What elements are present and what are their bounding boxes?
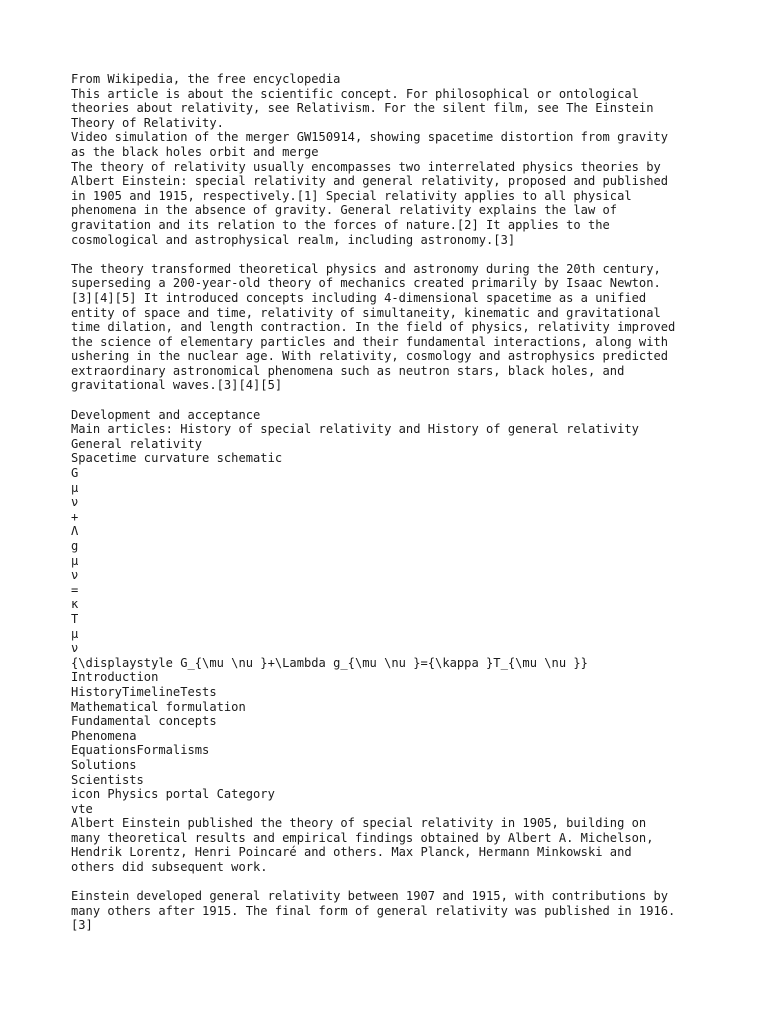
text-line: superseding a 200-year-old theory of mechanics created primarily by Isaac Newton. (71, 276, 661, 291)
text-line: ν (71, 641, 79, 656)
text-line: [3] (71, 918, 93, 933)
text-line: theories about relativity, see Relativism. For the silent film, see The Einstein (71, 101, 654, 116)
text-line: entity of space and time, relativity of simultaneity, kinematic and gravitational (71, 305, 661, 320)
text-line: μ (71, 626, 79, 641)
text-line: EquationsFormalisms (71, 743, 210, 758)
text-line: = (71, 582, 79, 597)
text-line: Mathematical formulation (71, 699, 246, 714)
text-line: cosmological and astrophysical realm, including astronomy.[3] (71, 232, 516, 247)
text-line: HistoryTimelineTests (71, 684, 217, 699)
text-line: Main articles: History of special relativity and History of general relativity (71, 422, 639, 437)
text-line: Hendrik Lorentz, Henri Poincaré and others. Max Planck, Hermann Minkowski and (71, 845, 632, 860)
text-line: G (71, 466, 79, 481)
document-body (71, 72, 711, 933)
text-line: Phenomena (71, 728, 137, 743)
text-line: Solutions (71, 757, 137, 772)
text-line: gravitation and its relation to the forces of nature.[2] It applies to the (71, 217, 610, 232)
blank-line (71, 247, 711, 262)
text-line: Einstein developed general relativity between 1907 and 1915, with contributions by (71, 889, 669, 904)
text-line: The theory transformed theoretical physics and astronomy during the 20th century, (71, 261, 661, 276)
text-line: Scientists (71, 772, 144, 787)
text-line: many theoretical results and empirical findings obtained by Albert A. Michelson, (71, 830, 654, 845)
text-line: time dilation, and length contraction. In the field of physics, relativity improved (71, 320, 676, 335)
text-line: the science of elementary particles and their fundamental interactions, along with (71, 334, 669, 349)
text-line: Video simulation of the merger GW150914, showing spacetime distortion from gravity (71, 130, 669, 145)
text-line: This article is about the scientific concept. For philosophical or ontological (71, 86, 639, 101)
text-line: ushering in the nuclear age. With relativity, cosmology and astrophysics predicted (71, 349, 669, 364)
text-line: extraordinary astronomical phenomena such as neutron stars, black holes, and (71, 363, 625, 378)
text-line: T (71, 611, 79, 626)
text-line: Λ (71, 524, 79, 539)
text-line: many others after 1915. The final form of general relativity was published in 1916. (71, 903, 676, 918)
text-line: Development and acceptance (71, 407, 261, 422)
text-line: + (71, 509, 79, 524)
text-line: Theory of Relativity. (71, 115, 224, 130)
text-line: Albert Einstein: special relativity and general relativity, proposed and published (71, 174, 669, 189)
text-line: as the black holes orbit and merge (71, 144, 319, 159)
text-line: ν (71, 568, 79, 583)
text-line: The theory of relativity usually encompasses two interrelated physics theories by (71, 159, 661, 174)
text-line: From Wikipedia, the free encyclopedia (71, 72, 341, 86)
blank-line (71, 875, 711, 890)
text-line: in 1905 and 1915, respectively.[1] Special relativity applies to all physical (71, 188, 632, 203)
text-line: μ (71, 480, 79, 495)
text-line: General relativity (71, 436, 203, 451)
text-line: [3][4][5] It introduced concepts including 4-dimensional spacetime as a unified (71, 290, 647, 305)
text-line: others did subsequent work. (71, 860, 268, 875)
text-line: κ (71, 597, 79, 612)
text-line: gravitational waves.[3][4][5] (71, 378, 283, 393)
text-line: g (71, 539, 79, 553)
text-line: {\displaystyle G_{\mu \nu }+\Lambda g_{\mu \nu }={\kappa }T_{\mu \nu }} (71, 655, 588, 670)
text-line: Fundamental concepts (71, 714, 217, 729)
text-line: icon Physics portal Category (71, 787, 275, 802)
text-line: ν (71, 495, 79, 510)
text-line: Introduction (71, 670, 159, 685)
text-line: μ (71, 553, 79, 568)
text-line: vte (71, 801, 93, 816)
text-line: Spacetime curvature schematic (71, 451, 283, 466)
text-line: phenomena in the absence of gravity. General relativity explains the law of (71, 203, 618, 218)
blank-line (71, 393, 711, 408)
text-line: Albert Einstein published the theory of special relativity in 1905, building on (71, 816, 647, 831)
